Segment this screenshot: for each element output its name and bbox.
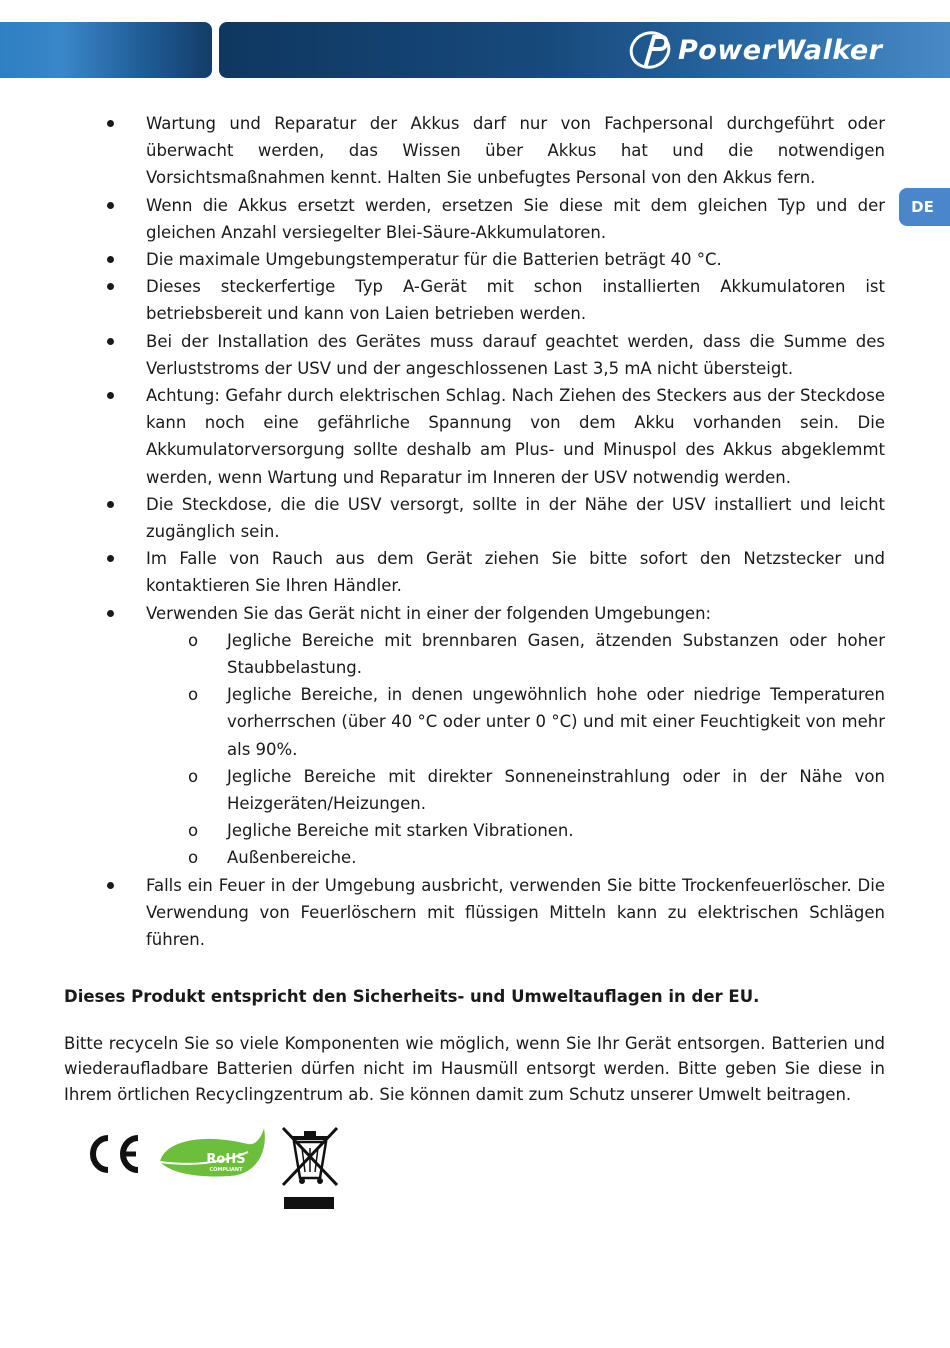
sub-list-item bbox=[0, 681, 950, 763]
sub-bullet-text: Jegliche Bereiche mit brennbaren Gasen, ätzenden Substanzen oder hoher Staubbelastung. bbox=[227, 630, 885, 678]
list-item bbox=[0, 382, 950, 491]
page-header bbox=[0, 0, 950, 80]
language-tab: DE bbox=[899, 188, 950, 226]
bullet-icon bbox=[107, 555, 114, 562]
bullet-icon bbox=[107, 283, 114, 290]
sub-bullet-marker: o bbox=[188, 685, 199, 705]
list-item bbox=[0, 273, 950, 327]
list-item bbox=[0, 491, 950, 545]
powerwalker-swirl-icon bbox=[628, 27, 676, 73]
sub-bullet-marker: o bbox=[188, 766, 199, 786]
sub-bullet-marker: o bbox=[188, 821, 199, 841]
sub-list-item bbox=[0, 763, 950, 817]
bullet-icon bbox=[107, 610, 114, 617]
list-item bbox=[0, 192, 950, 246]
sub-list-item bbox=[0, 844, 950, 871]
header-band-left bbox=[0, 22, 212, 78]
sub-bullet-text: Jegliche Bereiche mit starken Vibrationen. bbox=[227, 821, 574, 841]
weee-bin-icon bbox=[283, 1128, 337, 1209]
list-item bbox=[0, 246, 950, 273]
bullet-text: Bei der Installation des Gerätes muss darauf geachtet werden, dass die Summe des Verluststroms der USV und der angeschlossenen Last 3,5 mA nicht übersteigt. bbox=[146, 331, 885, 378]
bullet-text: Wenn die Akkus ersetzt werden, ersetzen Sie diese mit dem gleichen Typ und der gleichen Anzahl versiegelter Blei-Säure-Akkumulatoren. bbox=[146, 195, 885, 242]
safety-content bbox=[0, 110, 950, 953]
compliance-logos-graphic bbox=[80, 1122, 380, 1217]
sub-list-item bbox=[0, 817, 950, 844]
list-item bbox=[0, 328, 950, 382]
bullet-text: Achtung: Gefahr durch elektrischen Schlag. Nach Ziehen des Steckers aus der Steckdose kann noch eine gefährliche Spannung von dem Akku vorhanden sein. Die Akkumulatorversorgung sollte deshalb am Plus- und Minuspol des Akkus abgeklemmt werden, wenn Wartung und Reparatur im Inneren der USV notwendig werden. bbox=[146, 386, 885, 487]
powerwalker-logo bbox=[628, 27, 938, 73]
brand-name: PowerWalker bbox=[678, 34, 883, 66]
bullet-text: Die maximale Umgebungstemperatur für die Batterien beträgt 40 °C. bbox=[146, 250, 722, 270]
sub-bullet-text: Jegliche Bereiche mit direkter Sonneneinstrahlung oder in der Nähe von Heizgeräten/Heizungen. bbox=[227, 766, 885, 814]
recycling-paragraph: Bitte recyceln Sie so viele Komponenten wie möglich, wenn Sie Ihr Gerät entsorgen. Batterien und wiederaufladbare Batterien dürfen nicht im Hausmüll entsorgt werden. Bitte geben Sie diese in Ihrem örtlichen Recyclingzentrum ab. Sie können damit zum Schutz unserer Umwelt beitragen. bbox=[64, 1034, 885, 1104]
bullet-text: Dieses steckerfertige Typ A-Gerät mit schon installierten Akkumulatoren ist betriebsbereit und kann von Laien betrieben werden. bbox=[146, 277, 885, 324]
list-item bbox=[0, 600, 950, 872]
rohs-compliant-icon bbox=[160, 1128, 265, 1176]
bullet-text: Falls ein Feuer in der Umgebung ausbricht, verwenden Sie bitte Trockenfeuerlöscher. Die Verwendung von Feuerlöschern mit flüssigen Mitteln kann zu elektrischen Schlägen führen. bbox=[146, 875, 885, 950]
bullet-icon bbox=[107, 392, 114, 399]
bullet-icon bbox=[107, 202, 114, 209]
compliance-logos bbox=[80, 1122, 380, 1217]
bullet-text: Verwenden Sie das Gerät nicht in einer der folgenden Umgebungen: bbox=[146, 603, 712, 623]
sub-list-item bbox=[0, 627, 950, 681]
sub-bullet-marker: o bbox=[188, 848, 199, 868]
bullet-icon bbox=[107, 338, 114, 345]
list-item bbox=[0, 872, 950, 954]
rohs-compliant-label: COMPLIANT bbox=[209, 1167, 243, 1173]
list-item bbox=[0, 545, 950, 599]
safety-bullet-list bbox=[0, 110, 950, 953]
eu-compliance-statement: Dieses Produkt entspricht den Sicherheits- und Umweltauflagen in der EU. bbox=[64, 987, 760, 1006]
sub-bullet-text: Außenbereiche. bbox=[227, 848, 357, 868]
environment-sub-list bbox=[0, 627, 950, 872]
list-item bbox=[0, 110, 950, 192]
ce-mark-icon bbox=[93, 1138, 138, 1170]
bullet-icon bbox=[107, 882, 114, 889]
bullet-icon bbox=[107, 501, 114, 508]
bullet-text: Im Falle von Rauch aus dem Gerät ziehen Sie bitte sofort den Netzstecker und kontaktieren Sie Ihren Händler. bbox=[146, 549, 885, 596]
bullet-text: Wartung und Reparatur der Akkus darf nur von Fachpersonal durchgeführt oder überwacht werden, das Wissen über Akkus hat und die notwendigen Vorsichtsmaßnahmen kennt. Halten Sie unbefugtes Personal von den Akkus fern. bbox=[146, 114, 885, 188]
rohs-label: RoHS bbox=[206, 1152, 246, 1167]
sub-bullet-text: Jegliche Bereiche, in denen ungewöhnlich hohe oder niedrige Temperaturen vorherrschen (über 40 °C oder unter 0 °C) und mit einer Feuchtigkeit von mehr als 90%. bbox=[227, 685, 885, 759]
bullet-text: Die Steckdose, die die USV versorgt, sollte in der Nähe der USV installiert und leicht zugänglich sein. bbox=[146, 494, 885, 542]
sub-bullet-marker: o bbox=[188, 630, 199, 650]
bullet-icon bbox=[107, 256, 114, 263]
bullet-icon bbox=[107, 120, 114, 127]
